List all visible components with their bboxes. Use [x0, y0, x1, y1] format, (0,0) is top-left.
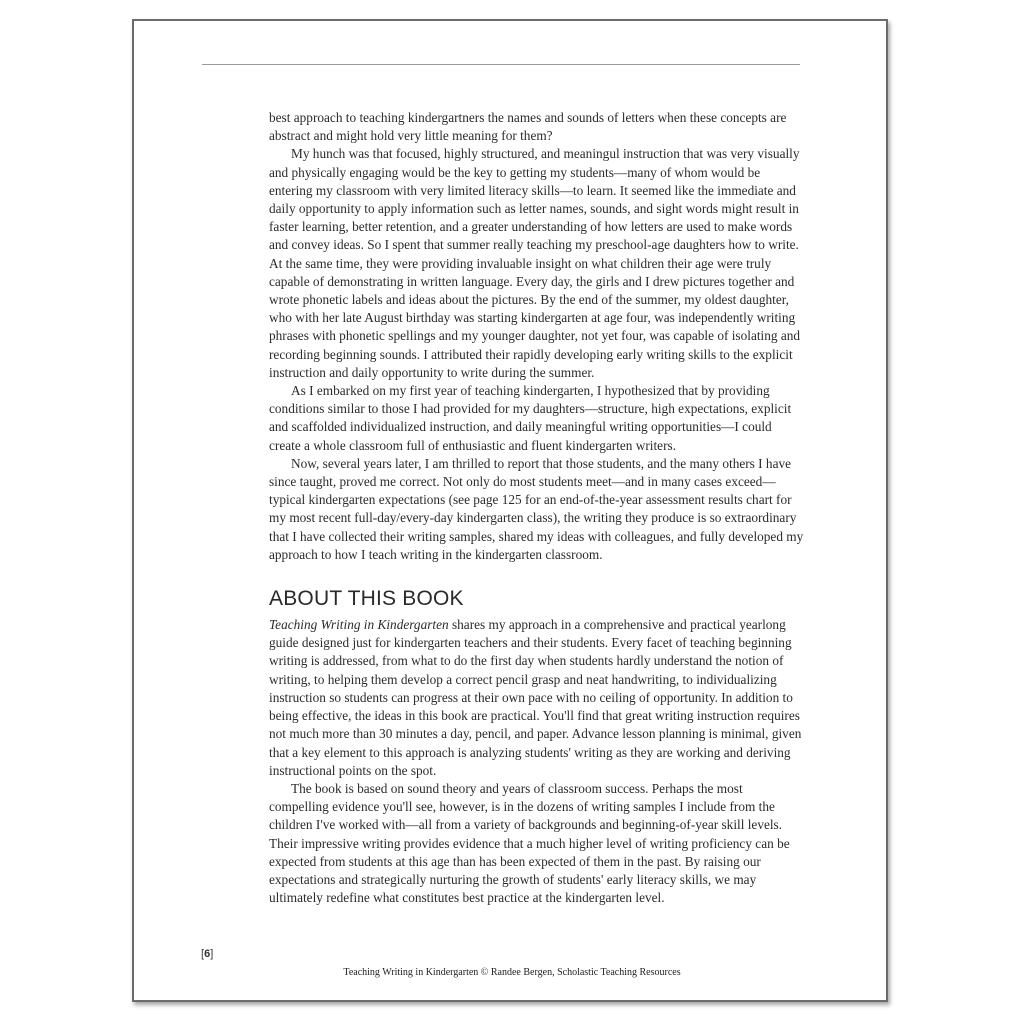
intro-paragraph-years-later: Now, several years later, I am thrilled to report that those students, and the many others I have since taught, proved me correct. Not only do most students meet—and in many cases exceed—typical kindergarten expectations (see page 125 for an end-of-the-year assessment results chart for my most recent full-day/every-day kindergarten class), the writing they produce is so extraordinary that I have collected their writing samples, shared my ideas with colleagues, and fully developed my approach to how I teach writing in the kindergarten classroom.: [269, 455, 804, 562]
page-number-open-bracket: [: [201, 948, 205, 960]
book-title: Teaching Writing in Kindergarten: [269, 617, 449, 633]
copyright-footer: Teaching Writing in Kindergarten © Randee Bergen, Scholastic Teaching Resources: [343, 967, 681, 978]
page-number: [201, 948, 213, 960]
intro-paragraph-hunch: My hunch was that focused, highly structured, and meaningul instruction that was very visually and physically engaging would be the key to getting my students—many of whom would be entering my classroom with very limited literacy skills—to learn. It seemed like the immediate and daily opportunity to apply information such as letter names, sounds, and sight words might result in faster learning, better retention, and a greater understanding of how letters are used to make words and convey ideas. So I spent that summer really teaching my preschool-age daughters how to write. At the same time, they were providing invaluable insight on what children their age were truly capable of demonstrating in written language. Every day, the girls and I drew pictures together and wrote phonetic labels and ideas about the pictures. By the end of the summer, my oldest daughter, who with her late August birthday was starting kindergarten at age four, was independently writing phrases with phonetic spellings and my younger daughter, not yet four, was capable of isolating and recording beginning sounds. I attributed their rapidly developing early writing skills to the explicit instruction and daily opportunity to write during the summer.: [269, 146, 801, 380]
page-number-value: 6: [204, 948, 211, 960]
header-rule: [202, 64, 800, 65]
about-paragraph-1: [269, 616, 804, 780]
intro-paragraph-continued: best approach to teaching kindergartners the names and sounds of letters when these concepts are abstract and might hold very little meaning for them?: [269, 110, 787, 144]
about-paragraph-1-text: shares my approach in a comprehensive and practical yearlong guide designed just for kindergarten teachers and their students. Every facet of teaching beginning writing is addressed, from what to do the first day when students hardly understand the notion of writing, to helping them develop a correct pencil grasp and neat handwriting, to individualizing instruction so students can progress at their own pace with no ceiling of opportunity. In addition to being effective, the ideas in this book are practical. You'll find that great writing instruction requires not much more than 30 minutes a day, pencil, and paper. Advance lesson planning is minimal, given that a key element to this approach is analyzing students' writing as they are working and deriving instructional points on the spot.: [269, 617, 802, 778]
page-content: [269, 109, 804, 907]
document-page: [132, 19, 888, 1002]
section-heading-about-this-book: ABOUT THIS BOOK: [269, 587, 464, 611]
page-number-close-bracket: ]: [210, 948, 214, 960]
about-paragraph-2: The book is based on sound theory and years of classroom success. Perhaps the most compelling evidence you'll see, however, is in the dozens of writing samples I include from the children I've worked with—all from a variety of backgrounds and beginning-of-year skill levels. Their impressive writing provides evidence that a much higher level of writing proficiency can be expected from students at this age than has been expected of them in the past. By raising our expectations and strategically nurturing the growth of students' early literacy skills, we may ultimately redefine what constitutes best practice at the kindergarten level.: [269, 780, 790, 906]
intro-paragraph-first-year: As I embarked on my first year of teaching kindergarten, I hypothesized that by providing conditions similar to those I had provided for my daughters—structure, high expectations, explicit and scaffolded individualized instruction, and daily meaningful writing opportunities—I could create a whole classroom full of enthusiastic and fluent kindergarten writers.: [269, 383, 792, 453]
